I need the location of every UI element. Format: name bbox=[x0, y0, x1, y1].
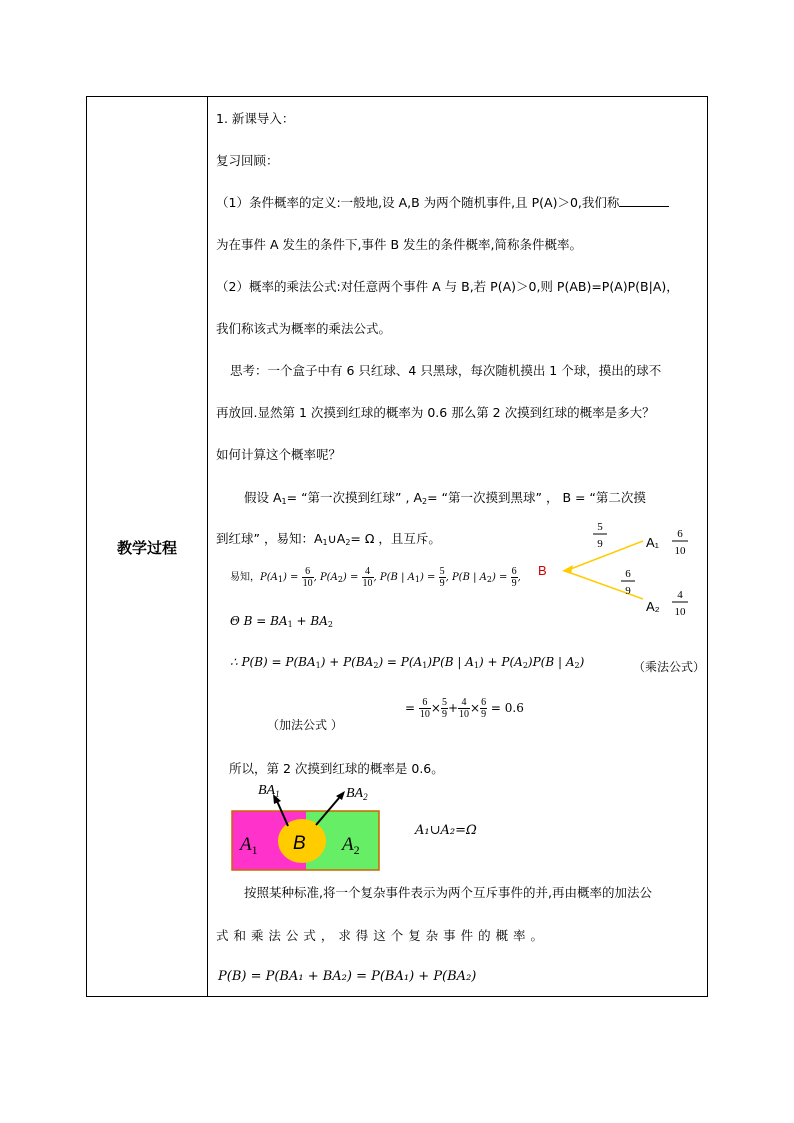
easy-know-formulas: 易知，$P(A_1)$ = $\frac{6}{10}$ , $P(A_2)$ = $\frac{4}{10}$ , P(B | $A_1$) = $\frac{5}{9}$ , P(B | $A_2$) = $\frac{6}{9}$ , bbox=[230, 566, 521, 589]
subscript: 1 bbox=[287, 620, 293, 629]
assume-text-4: 到红球” ，易知：A bbox=[216, 531, 323, 546]
subscript: 1 bbox=[414, 575, 420, 584]
p-b-given-a1: P(B | A bbox=[379, 572, 415, 583]
fraction-5-9: $\frac{5}{9}$ bbox=[439, 566, 445, 589]
calc-fraction-6-10: $\frac{6}{10}$ bbox=[419, 697, 430, 720]
subscript: 1 bbox=[422, 661, 428, 670]
column-divider bbox=[207, 97, 208, 996]
assume-text-1: 假设 A bbox=[244, 490, 282, 505]
tree-fraction-6-10 bbox=[672, 528, 688, 557]
fill-in-blank bbox=[619, 196, 669, 207]
therefore-text: ∴ P(B) = P(BA bbox=[230, 655, 316, 669]
label-a2: $A_2$ bbox=[342, 834, 360, 857]
tree-node-a2: A₂ bbox=[646, 599, 660, 614]
union-equals-omega: A₁∪A₂=Ω bbox=[415, 823, 477, 838]
tree-branch-lower bbox=[568, 572, 643, 599]
easy-know-label: 易知， bbox=[230, 572, 260, 583]
fraction-6-9: $\frac{6}{9}$ bbox=[511, 566, 517, 589]
definition-1-line-1 bbox=[216, 195, 669, 211]
label-ba2: $BA_2$ bbox=[346, 786, 368, 802]
therefore-mid-1: ) + P(BA bbox=[320, 655, 374, 669]
calc-fraction-6-9: $\frac{6}{9}$ bbox=[481, 697, 487, 720]
label-ba1: $BA_1$ bbox=[258, 783, 280, 799]
calculation-line: = $\frac{6}{10}$ × $\frac{5}{9}$ + $\frac{4}{10}$ × $\frac{6}{9}$ = 0.6 bbox=[405, 697, 524, 720]
since-formula bbox=[230, 614, 333, 632]
tree-node-a1: A₁ bbox=[646, 535, 660, 550]
think-line-2: 再放回.显然第 1 次摸到红球的概率为 0.6 那么第 2 次摸到红球的概率是多大？ bbox=[216, 405, 655, 420]
p-a2: P(A bbox=[319, 572, 338, 583]
assumption-line-1 bbox=[244, 490, 646, 510]
calc-result: = 0.6 bbox=[490, 701, 524, 715]
calc-fraction-5-9: $\frac{5}{9}$ bbox=[441, 697, 447, 720]
svg-text:5: 5 bbox=[597, 521, 603, 533]
assume-text-6: = Ω ，且互斥。 bbox=[350, 531, 441, 546]
subscript: 2 bbox=[486, 575, 492, 584]
subscript: 2 bbox=[337, 575, 343, 584]
subscript: 2 bbox=[522, 661, 528, 670]
section-title: 1. 新课导入： bbox=[216, 111, 295, 126]
since-text: Θ B = BA bbox=[230, 614, 288, 628]
therefore-formula bbox=[230, 655, 584, 673]
svg-text:10: 10 bbox=[674, 606, 686, 618]
subscript: 2 bbox=[422, 497, 428, 506]
definition-1-line-2: 为在事件 A 发生的条件下,事件 B 发生的条件概率,简称条件概率。 bbox=[216, 237, 582, 252]
conclusion: 所以，第 2 次摸到红球的概率是 0.6。 bbox=[229, 761, 444, 776]
subscript: 2 bbox=[345, 538, 351, 547]
subscript: 1 bbox=[281, 497, 287, 506]
subscript: 1 bbox=[473, 661, 480, 670]
fraction-6-10: $\frac{6}{10}$ bbox=[302, 566, 313, 589]
review-title: 复习回顾： bbox=[216, 153, 279, 168]
therefore-mid-3: )P(B | A bbox=[427, 655, 474, 669]
assumption-line-2 bbox=[216, 531, 441, 551]
tree-fraction-6-9 bbox=[621, 568, 635, 597]
label-a1: $A_1$ bbox=[240, 834, 258, 857]
summary-line-1: 按照某种标准,将一个复杂事件表示为两个互斥事件的并,再由概率的加法公 bbox=[244, 885, 652, 900]
therefore-end: ) bbox=[579, 655, 585, 669]
assume-text-5: ∪A bbox=[327, 531, 346, 546]
assume-text-3: = “第一次摸到黑球” ， B = “第二次摸 bbox=[427, 490, 646, 505]
tree-branch-upper bbox=[568, 541, 643, 570]
event-partition-diagram bbox=[228, 780, 388, 880]
definition-2-line-1: （2）概率的乘法公式:对任意两个事件 A 与 B,若 P(A)＞0,则 P(AB)=P(A)P(B|A)， bbox=[216, 279, 679, 294]
subscript: 1 bbox=[277, 575, 283, 584]
since-plus: + BA bbox=[292, 614, 328, 628]
svg-text:9: 9 bbox=[625, 585, 631, 597]
think-line-1: 思考：一个盒子中有 6 只红球、4 只黑球，每次随机摸出 1 个球，摸出的球不 bbox=[230, 363, 662, 378]
think-line-3: 如何计算这个概率呢？ bbox=[216, 447, 342, 462]
subscript: 2 bbox=[373, 661, 379, 670]
calc-fraction-4-10: $\frac{4}{10}$ bbox=[459, 697, 470, 720]
multiplication-formula-note: （乘法公式） bbox=[633, 660, 706, 674]
assume-text-2: = “第一次摸到红球” , A bbox=[286, 490, 422, 505]
subscript: 1 bbox=[322, 538, 328, 547]
svg-text:4: 4 bbox=[677, 589, 683, 601]
therefore-mid-2: ) = P(A bbox=[378, 655, 423, 669]
probability-tree-diagram bbox=[528, 515, 698, 625]
addition-formula-note: （加法公式 ） bbox=[267, 718, 343, 732]
tree-node-b: B bbox=[538, 563, 547, 578]
tree-fraction-4-10 bbox=[672, 589, 688, 618]
subscript: 2 bbox=[574, 661, 580, 670]
subscript: 1 bbox=[315, 661, 321, 670]
svg-text:6: 6 bbox=[677, 528, 683, 540]
therefore-mid-4: ) + P(A bbox=[479, 655, 523, 669]
p-a1: P(A bbox=[260, 572, 278, 583]
svg-text:6: 6 bbox=[625, 568, 631, 580]
summary-line-2: 式 和 乘 法 公 式 ， 求 得 这 个 复 杂 事 件 的 概 率 。 bbox=[216, 928, 544, 943]
fraction-4-10: $\frac{4}{10}$ bbox=[362, 566, 373, 589]
final-formula: P(B) = P(BA₁ + BA₂) = P(BA₁) + P(BA₂) bbox=[218, 969, 477, 984]
svg-text:10: 10 bbox=[674, 545, 686, 557]
tree-fraction-5-9 bbox=[593, 521, 607, 550]
definition-2-line-2: 我们称该式为概率的乘法公式。 bbox=[216, 321, 392, 336]
subscript: 2 bbox=[327, 620, 333, 629]
therefore-mid-5: )P(B | A bbox=[527, 655, 575, 669]
p-b-given-a2: P(B | A bbox=[451, 572, 487, 583]
label-b: B bbox=[293, 833, 306, 854]
definition-1-text: （1）条件概率的定义:一般地,设 A,B 为两个随机事件,且 P(A)＞0,我们称 bbox=[216, 195, 620, 210]
row-label: 教学过程 bbox=[116, 539, 177, 557]
svg-text:9: 9 bbox=[597, 538, 603, 550]
